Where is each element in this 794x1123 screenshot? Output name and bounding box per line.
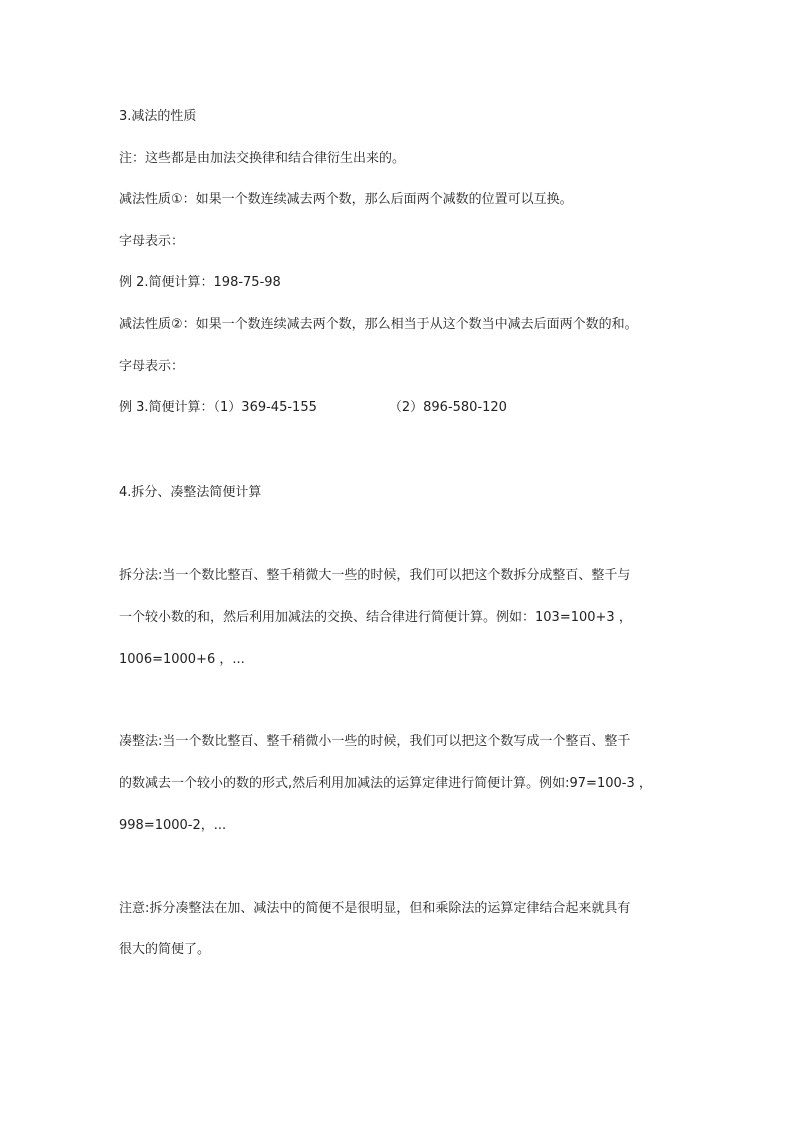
caution-line-2: 很大的简便了。 (119, 942, 211, 957)
note-text: 注：这些都是由加法交换律和结合律衍生出来的。 (119, 151, 406, 166)
caution-line-1: 注意:拆分凑整法在加、减法中的简便不是很明显，但和乘除法的运算定律结合起来就具有 (119, 901, 631, 916)
example-2: 例 2.简便计算：198-75-98 (119, 275, 281, 290)
subtraction-property-1: 减法性质①：如果一个数连续减去两个数，那么后面两个减数的位置可以互换。 (119, 192, 573, 207)
subtraction-property-2: 减法性质②：如果一个数连续减去两个数，那么相当于从这个数当中减去后面两个数的和。 (119, 317, 638, 332)
example-3-part-2: （2）896-580-120 (388, 400, 507, 415)
example-3 (119, 399, 507, 417)
section-4-title: 4.拆分、凑整法简便计算 (119, 485, 262, 500)
letter-representation-1: 字母表示： (119, 234, 185, 249)
example-3-part-1: 例 3.简便计算：（1）369-45-155 (119, 400, 317, 415)
letter-representation-2: 字母表示： (119, 359, 185, 374)
split-method-line-3: 1006=1000+6 ，... (119, 652, 245, 667)
rounding-method-line-2: 的数减去一个较小的数的形式,然后利用加减法的运算定律进行简便计算。例如:97=100-3 ， (119, 776, 652, 791)
split-method-line-1: 拆分法:当一个数比整百、整千稍微大一些的时候，我们可以把这个数拆分成整百、整千与 (119, 568, 631, 583)
rounding-method-line-1: 凑整法:当一个数比整百、整千稍微小一些的时候，我们可以把这个数写成一个整百、整千 (119, 734, 631, 749)
section-3-title: 3.减法的性质 (119, 109, 197, 124)
split-method-line-2: 一个较小数的和，然后利用加减法的交换、结合律进行简便计算。例如：103=100+3 ， (119, 610, 632, 625)
rounding-method-line-3: 998=1000-2，... (119, 818, 227, 833)
